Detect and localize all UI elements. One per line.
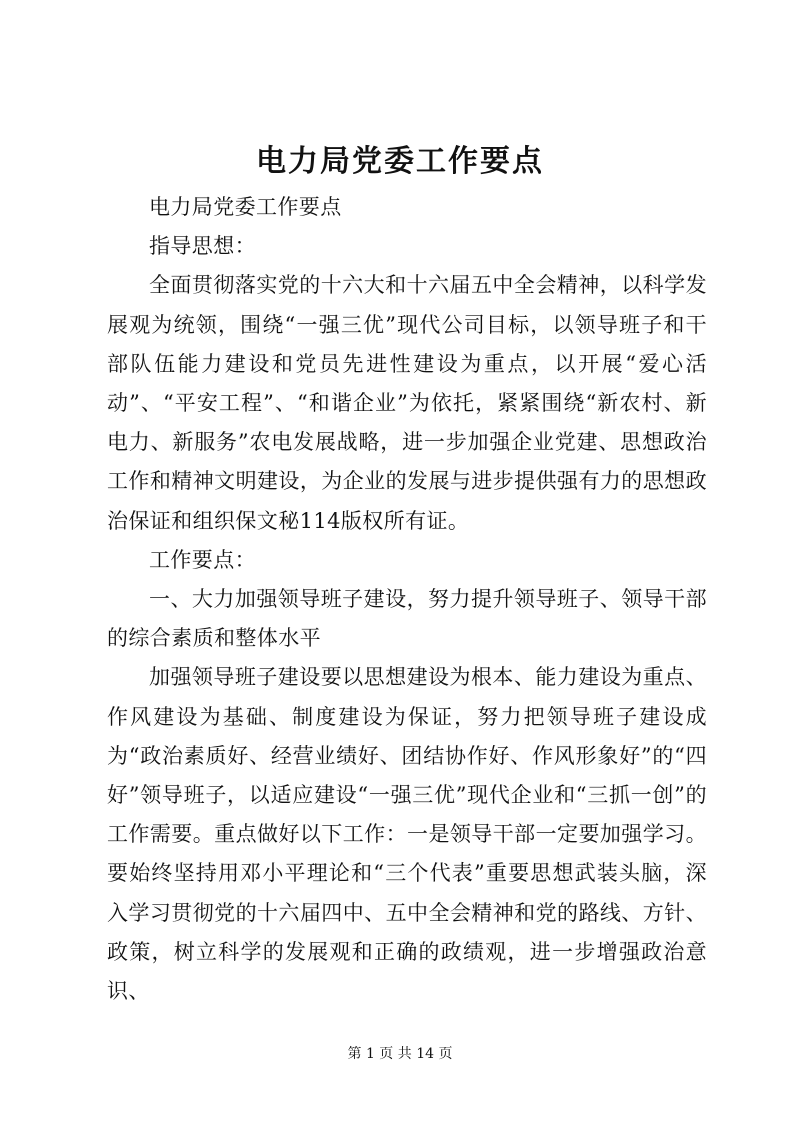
paragraph-section-one-heading: 一、大力加强领导班子建设，努力提升领导班子、领导干部的综合素质和整体水平 <box>107 587 707 651</box>
paragraph-work-points-label: 工作要点： <box>149 547 256 572</box>
paragraph-guiding-thought: 全面贯彻落实党的十六大和十六届五中全会精神，以科学发展观为统领，围绕“一强三优”现代公司目标，以领导班子和干部队伍能力建设和党员先进性建设为重点，以开展“爱心活动”、“平安工程”、“和谐企业”为依托，紧紧围绕“新农村、新电力、新服务”农电发展战略，进一步加强企业党建、思想政治工作和精神文明建设，为企业的发展与进步提供强有力的思想政治保证和组织保文秘114版权所有证。 <box>107 273 707 533</box>
page-title: 电力局党委工作要点 <box>256 144 544 179</box>
paragraph-section-one-body: 加强领导班子建设要以思想建设为根本、能力建设为重点、作风建设为基础、制度建设为保证，努力把领导班子建设成为“政治素质好、经营业绩好、团结协作好、作风形象好”的“四好”领导班子，以适应建设“一强三优”现代企业和“三抓一创”的工作需要。重点做好以下工作：一是领导干部一定要加强学习。要始终坚持用邓小平理论和“三个代表”重要思想武装头脑，深入学习贯彻党的十六届四中、五中全会精神和党的路线、方针、政策，树立科学的发展观和正确的政绩观，进一步增强政治意识、 <box>107 665 707 1004</box>
paragraph-guiding-thought-label: 指导思想： <box>149 234 256 259</box>
page-number: 第 1 页 共 14 页 <box>347 1046 453 1062</box>
document-body <box>107 188 707 1011</box>
paragraph-heading: 电力局党委工作要点 <box>149 195 342 219</box>
